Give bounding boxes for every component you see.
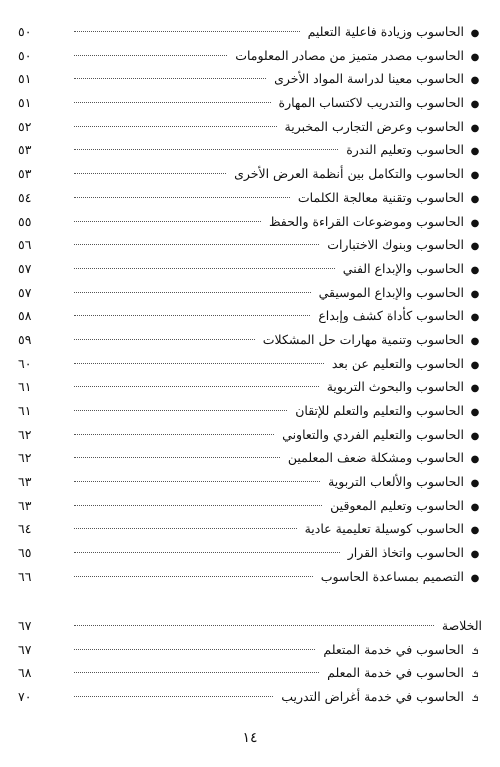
bullet-icon: ●	[470, 193, 480, 205]
summary-items	[18, 638, 482, 709]
entry-page: ٥٠	[18, 24, 32, 39]
leader-dots	[74, 197, 290, 198]
entry-title: الحاسوب كأداة كشف وإبداع	[318, 308, 464, 324]
toc-row	[18, 470, 482, 494]
page-number: ١٤	[242, 730, 258, 746]
toc-row	[18, 186, 482, 210]
bullet-icon: ●	[470, 549, 480, 561]
leader-dots	[74, 31, 300, 32]
toc-list	[18, 20, 482, 589]
entry-title: الحاسوب وتقنية معالجة الكلمات	[297, 189, 464, 205]
entry-title: الحاسوب والبحوث التربوية	[326, 379, 464, 395]
leader-dots	[74, 339, 255, 340]
toc-row	[18, 138, 482, 162]
bullet-icon: ●	[470, 170, 480, 182]
leader-dots	[74, 363, 324, 364]
entry-page: ٦٧	[18, 641, 32, 657]
entry-title: الحاسوب وتنمية مهارات حل المشكلات	[262, 331, 464, 347]
entry-title: الحاسوب وتعليم الندرة	[346, 142, 464, 158]
bullet-icon: ●	[470, 383, 480, 395]
entry-page: ٦٢	[18, 450, 32, 466]
entry-page: ٥٢	[18, 118, 32, 134]
leader-dots	[74, 576, 313, 577]
summary-section	[18, 614, 482, 709]
toc-row	[18, 328, 482, 352]
bullet-icon: ●	[470, 572, 480, 584]
entry-title: الحاسوب وعرض التجارب المخبرية	[284, 118, 464, 134]
toc-row	[18, 375, 482, 399]
entry-page: ٦٦	[18, 568, 32, 584]
entry-title: الحاسوب في خدمة المعلم	[327, 665, 464, 681]
toc-row	[18, 115, 482, 139]
toc-row	[18, 352, 482, 376]
summary-heading: الخلاصة	[441, 618, 482, 633]
entry-title: الحاسوب وبنوك الاختبارات	[327, 237, 464, 253]
entry-title: الحاسوب كوسيلة تعليمية عادية	[304, 521, 464, 537]
bullet-icon: ܭ	[471, 645, 479, 657]
entry-page: ٥٤	[18, 189, 32, 205]
entry-page: ٦٢	[18, 426, 32, 442]
leader-dots	[74, 315, 310, 316]
toc-row	[18, 20, 482, 44]
leader-dots	[74, 649, 315, 650]
leader-dots	[74, 102, 271, 103]
bullet-icon: ܭ	[471, 693, 479, 705]
summary-row	[18, 685, 482, 709]
bullet-icon: ●	[470, 312, 480, 324]
entry-page: ٦١	[18, 403, 32, 418]
toc-row	[18, 541, 482, 565]
toc-row	[18, 517, 482, 541]
entry-page: ٥١	[18, 71, 32, 87]
entry-title: الحاسوب والإبداع الفني	[342, 260, 464, 276]
bullet-icon: ●	[470, 99, 480, 111]
entry-title: الحاسوب ومشكلة ضعف المعلمين	[287, 450, 464, 466]
entry-title: الحاسوب مصدر متميز من مصادر المعلومات	[235, 47, 464, 63]
leader-dots	[74, 457, 280, 458]
summary-heading-page: ٦٧	[18, 618, 32, 633]
entry-page: ٥٦	[18, 237, 32, 253]
bullet-icon: ●	[470, 359, 480, 371]
bullet-icon: ●	[470, 525, 480, 537]
summary-row	[18, 661, 482, 685]
entry-page: ٥٥	[18, 213, 32, 229]
leader-dots	[74, 481, 320, 482]
leader-dots	[74, 434, 274, 435]
bullet-icon: ●	[470, 501, 480, 513]
toc-row	[18, 423, 482, 447]
entry-title: الحاسوب في خدمة أغراض التدريب	[281, 689, 464, 705]
entry-page: ٦٤	[18, 521, 32, 537]
toc-row	[18, 162, 482, 186]
entry-page: ٥٨	[18, 308, 32, 324]
entry-title: الحاسوب وزيادة فاعلية التعليم	[307, 24, 464, 39]
entry-page: ٦٥	[18, 545, 32, 561]
leader-dots	[74, 625, 434, 626]
summary-heading-row	[18, 614, 482, 638]
leader-dots	[74, 126, 277, 127]
toc-row	[18, 281, 482, 305]
leader-dots	[74, 505, 322, 506]
entry-title: الحاسوب والتكامل بين أنظمة العرض الأخرى	[234, 166, 464, 182]
bullet-icon: ●	[470, 335, 480, 347]
entry-title: الحاسوب معينا لدراسة المواد الأخرى	[274, 71, 464, 87]
leader-dots	[74, 410, 287, 411]
toc-row	[18, 565, 482, 589]
entry-title: الحاسوب والتدريب لاكتساب المهارة	[278, 95, 464, 111]
toc-row	[18, 67, 482, 91]
entry-title: الحاسوب واتخاذ القرار	[347, 545, 464, 561]
entry-title: الحاسوب والإبداع الموسيقي	[318, 284, 464, 300]
leader-dots	[74, 221, 261, 222]
leader-dots	[74, 386, 319, 387]
toc-row	[18, 91, 482, 115]
leader-dots	[74, 696, 273, 697]
entry-page: ٦١	[18, 379, 32, 395]
entry-title: الحاسوب وتعليم المعوقين	[330, 497, 464, 513]
entry-title: التصميم بمساعدة الحاسوب	[320, 568, 464, 584]
toc-row	[18, 233, 482, 257]
entry-title: الحاسوب وموضوعات القراءة والحفظ	[268, 213, 464, 229]
entry-title: الحاسوب والألعاب التربوية	[328, 474, 464, 490]
entry-title: الحاسوب والتعليم الفردي والتعاوني	[282, 426, 464, 442]
entry-page: ٦٨	[18, 665, 32, 681]
bullet-icon: ●	[470, 264, 480, 276]
entry-page: ٥١	[18, 95, 32, 111]
entry-page: ٥٧	[18, 284, 32, 300]
leader-dots	[74, 55, 227, 56]
toc-row	[18, 210, 482, 234]
leader-dots	[74, 552, 340, 553]
leader-dots	[74, 528, 297, 529]
entry-page: ٥٣	[18, 142, 32, 158]
entry-page: ٧٠	[18, 689, 32, 705]
toc-row	[18, 446, 482, 470]
leader-dots	[74, 149, 338, 150]
entry-page: ٦٣	[18, 497, 32, 513]
bullet-icon: ●	[470, 407, 480, 418]
bullet-icon: ●	[470, 241, 480, 253]
entry-page: ٦٠	[18, 355, 32, 371]
entry-page: ٥٣	[18, 166, 32, 182]
toc-row	[18, 257, 482, 281]
bullet-icon: ●	[470, 288, 480, 300]
leader-dots	[74, 292, 311, 293]
bullet-icon: ●	[470, 478, 480, 490]
entry-page: ٦٣	[18, 474, 32, 490]
entry-page: ٥٠	[18, 47, 32, 63]
entry-title: الحاسوب في خدمة المتعلم	[323, 641, 464, 657]
leader-dots	[74, 78, 266, 79]
entry-page: ٥٧	[18, 260, 32, 276]
bullet-icon: ●	[470, 217, 480, 229]
leader-dots	[74, 244, 319, 245]
bullet-icon: ●	[470, 51, 480, 63]
entry-title: الحاسوب والتعليم عن بعد	[331, 355, 464, 371]
leader-dots	[74, 173, 226, 174]
toc-row	[18, 399, 482, 423]
bullet-icon: ●	[470, 28, 480, 39]
toc-row	[18, 494, 482, 518]
bullet-icon: ●	[470, 146, 480, 158]
bullet-icon: ●	[470, 75, 480, 87]
leader-dots	[74, 268, 335, 269]
toc-row	[18, 304, 482, 328]
entry-page: ٥٩	[18, 331, 32, 347]
bullet-icon: ●	[470, 430, 480, 442]
summary-row	[18, 638, 482, 662]
leader-dots	[74, 672, 319, 673]
bullet-icon: ܭ	[471, 669, 479, 681]
bullet-icon: ●	[470, 454, 480, 466]
bullet-icon: ●	[470, 122, 480, 134]
entry-title: الحاسوب والتعليم والتعلم للإتقان	[295, 403, 464, 418]
toc-row	[18, 44, 482, 68]
